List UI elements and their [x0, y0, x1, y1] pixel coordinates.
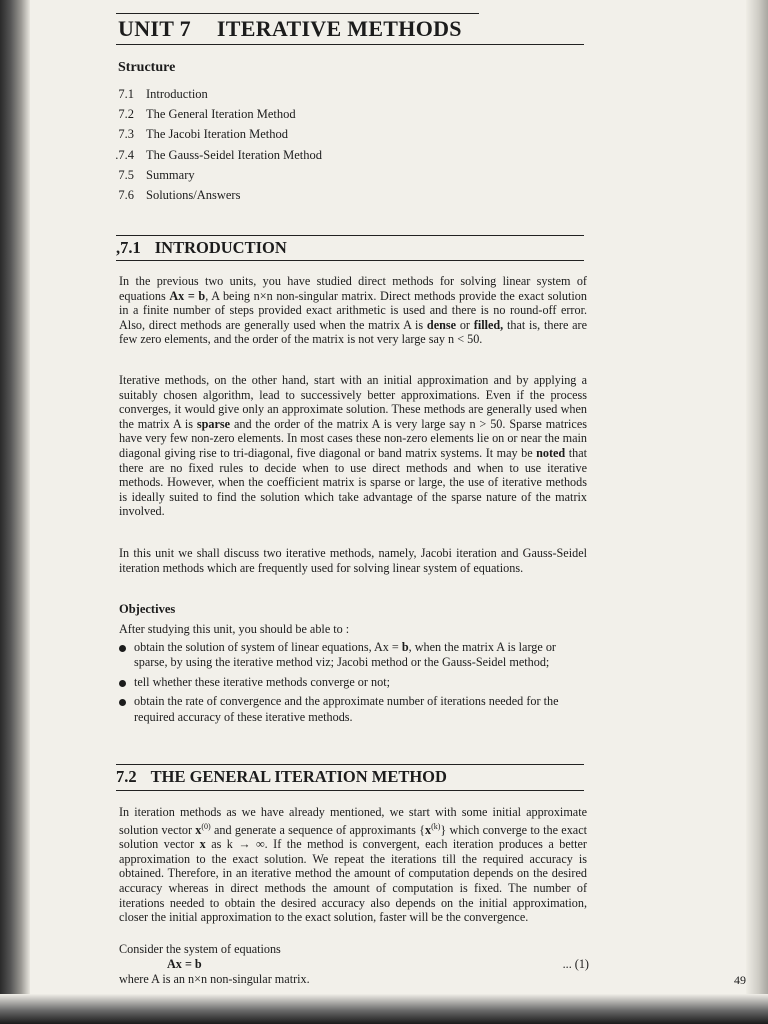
- objective-item: obtain the solution of system of linear equations, Ax = b, when the matrix A is large or sparse, by using the iterative method viz; Jacobi method or the Gauss-Seidel method;: [119, 640, 587, 671]
- equation-number: ... (1): [562, 957, 589, 971]
- where-text: where A is an n×n non-singular matrix.: [119, 972, 310, 986]
- intro-paragraph-1: In the previous two units, you have studied direct methods for solving linear system of equations Ax = b, A being n×n non-singular matrix. Direct methods provide the exact solution in a finite number of steps provided exact arithmetic is used and there is no round-off error. Also, direct methods are generally used when the matrix A is dense or filled, that is, there are few zero elements, and the order of the matrix is not very large say n < 50.: [119, 274, 588, 347]
- intro-paragraph-2: Iterative methods, on the other hand, start with an initial approximation and by applying a suitably chosen algorithm, lead to successively better approximations. Even if the process converges, it would give only an approximate solution. These methods are generally used when the matrix A is sparse and the order of the matrix A is very large say n > 50. Sparse matrices have very few non-zero elements. In most cases these non-zero elements lie on or near the main diagonal giving rise to tri-diagonal, five diagonal or band matrix systems. It may be noted that there are no fixed rules to decide when to use direct methods and when to use iterative methods. However, when the coefficient matrix is sparse or large, the use of iterative methods is ideally suited to find the solution which take advantage of the sparse nature of the matrix involved.: [119, 373, 587, 519]
- structure-item: 7.5 Summary: [118, 167, 195, 182]
- objectives-heading: Objectives: [119, 602, 176, 616]
- section1-heading: [116, 238, 287, 258]
- unit-title: [118, 16, 462, 42]
- section1-number: ,7.1: [116, 238, 141, 257]
- section1-top-rule: [116, 235, 584, 236]
- section2-title: THE GENERAL ITERATION METHOD: [150, 767, 447, 786]
- equation: Ax = b: [167, 957, 202, 971]
- objective-item: tell whether these iterative methods converge or not;: [119, 675, 587, 690]
- consider-text: Consider the system of equations: [119, 942, 281, 956]
- unit-number: UNIT 7: [118, 16, 191, 41]
- equation-block: [119, 942, 589, 987]
- unit-title-text: ITERATIVE METHODS: [216, 16, 462, 41]
- title-top-rule: [116, 13, 479, 14]
- section2-bottom-rule: [116, 790, 584, 791]
- section2-number: 7.2: [116, 767, 137, 786]
- intro-paragraph-3: In this unit we shall discuss two iterative methods, namely, Jacobi iteration and Gauss-Seidel iteration methods which are frequently used for solving linear system of equations.: [119, 546, 587, 575]
- equation-line: [119, 957, 589, 972]
- objectives-intro: After studying this unit, you should be able to :: [119, 622, 350, 636]
- structure-item: 7.3 The Jacobi Iteration Method: [118, 127, 288, 142]
- structure-list: [108, 84, 322, 205]
- title-bottom-rule: [116, 44, 584, 45]
- objective-item: obtain the rate of convergence and the approximate number of iterations needed for the required accuracy of these iterative methods.: [119, 694, 587, 725]
- structure-heading: Structure: [118, 60, 176, 75]
- section1-bottom-rule: [116, 260, 584, 261]
- structure-item: 7.1 Introduction: [118, 87, 208, 101]
- section2-top-rule: [116, 764, 584, 765]
- page-number: 49: [734, 973, 746, 987]
- section2-heading: [116, 767, 447, 787]
- structure-item: 7.2 The General Iteration Method: [118, 107, 296, 122]
- structure-item: .7.4 The Gauss-Seidel Iteration Method: [115, 147, 322, 162]
- section1-title: INTRODUCTION: [154, 238, 287, 257]
- general-iteration-paragraph: In iteration methods as we have already mentioned, we start with some initial approximate solution vector $x^{(0)}$ and generate a sequence of approximants $\{x^{(k)}\}$ which converge to the exact solution vector x as k → ∞. If the method is convergent, each iteration produces a better approximation to the exact solution. We repeat the iterations till the required accuracy is obtained. Therefore, in an iterative method the amount of computation depends on the desired accuracy whereas in direct methods the amount of computation is fixed. The number of iterations needed to obtain the desired accuracy also depends on the initial approximation, closer the initial approximation to the exact solution, faster will be the convergence.: [119, 805, 587, 925]
- objectives-list: [119, 640, 587, 729]
- structure-item: 7.6 Solutions/Answers: [118, 187, 241, 202]
